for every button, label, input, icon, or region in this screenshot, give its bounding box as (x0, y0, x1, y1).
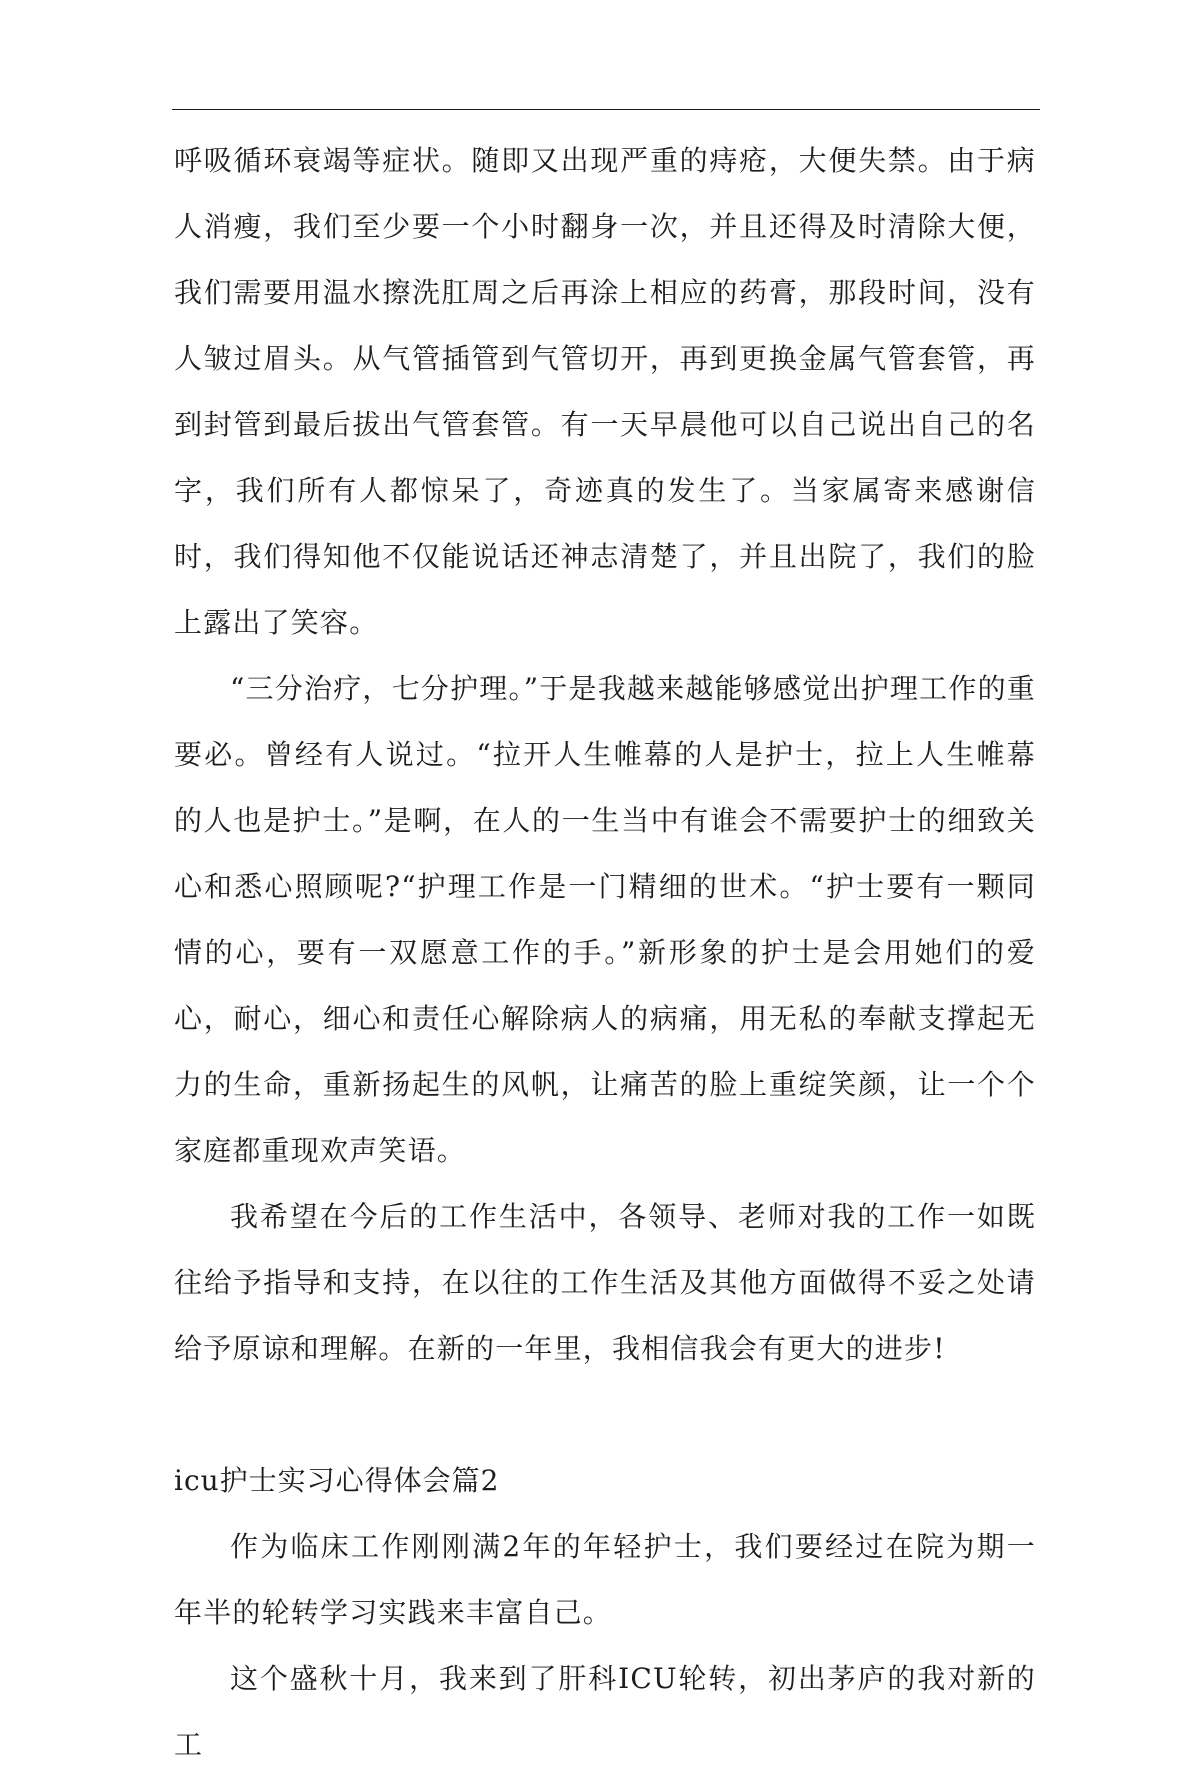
paragraph-3: 我希望在今后的工作生活中，各领导、老师对我的工作一如既往给予指导和支持，在以往的工作生活及其他方面做得不妥之处请给予原谅和理解。在新的一年里，我相信我会有更大的进步! (174, 1200, 1036, 1365)
document-body (174, 128, 1036, 1778)
section-spacer (174, 1382, 1036, 1448)
header-rule (172, 109, 1040, 110)
paragraph-4: 作为临床工作刚刚满2年的年轻护士，我们要经过在院为期一年半的轮转学习实践来丰富自己。 (174, 1530, 1036, 1629)
paragraph-1: 呼吸循环衰竭等症状。随即又出现严重的痔疮，大便失禁。由于病人消瘦，我们至少要一个小时翻身一次，并且还得及时清除大便，我们需要用温水擦洗肛周之后再涂上相应的药膏，那段时间，没有人皱过眉头。从气管插管到气管切开，再到更换金属气管套管，再到封管到最后拔出气管套管。有一天早晨他可以自己说出自己的名字，我们所有人都惊呆了，奇迹真的发生了。当家属寄来感谢信时，我们得知他不仅能说话还神志清楚了，并且出院了，我们的脸上露出了笑容。 (174, 144, 1036, 639)
section-title: icu护士实习心得体会篇2 (174, 1464, 500, 1497)
paragraph-5: 这个盛秋十月，我来到了肝科ICU轮转，初出茅庐的我对新的工 (174, 1662, 1036, 1761)
paragraph-2: “三分治疗，七分护理。”于是我越来越能够感觉出护理工作的重要必。曾经有人说过。“拉开人生帷幕的人是护士，拉上人生帷幕的人也是护士。”是啊，在人的一生当中有谁会不需要护士的细致关心和悉心照顾呢?“护理工作是一门精细的世术。“护士要有一颗同情的心，要有一双愿意工作的手。”新形象的护士是会用她们的爱心，耐心，细心和责任心解除病人的病痛，用无私的奉献支撑起无力的生命，重新扬起生的风帆，让痛苦的脸上重绽笑颜，让一个个家庭都重现欢声笑语。 (174, 672, 1036, 1167)
